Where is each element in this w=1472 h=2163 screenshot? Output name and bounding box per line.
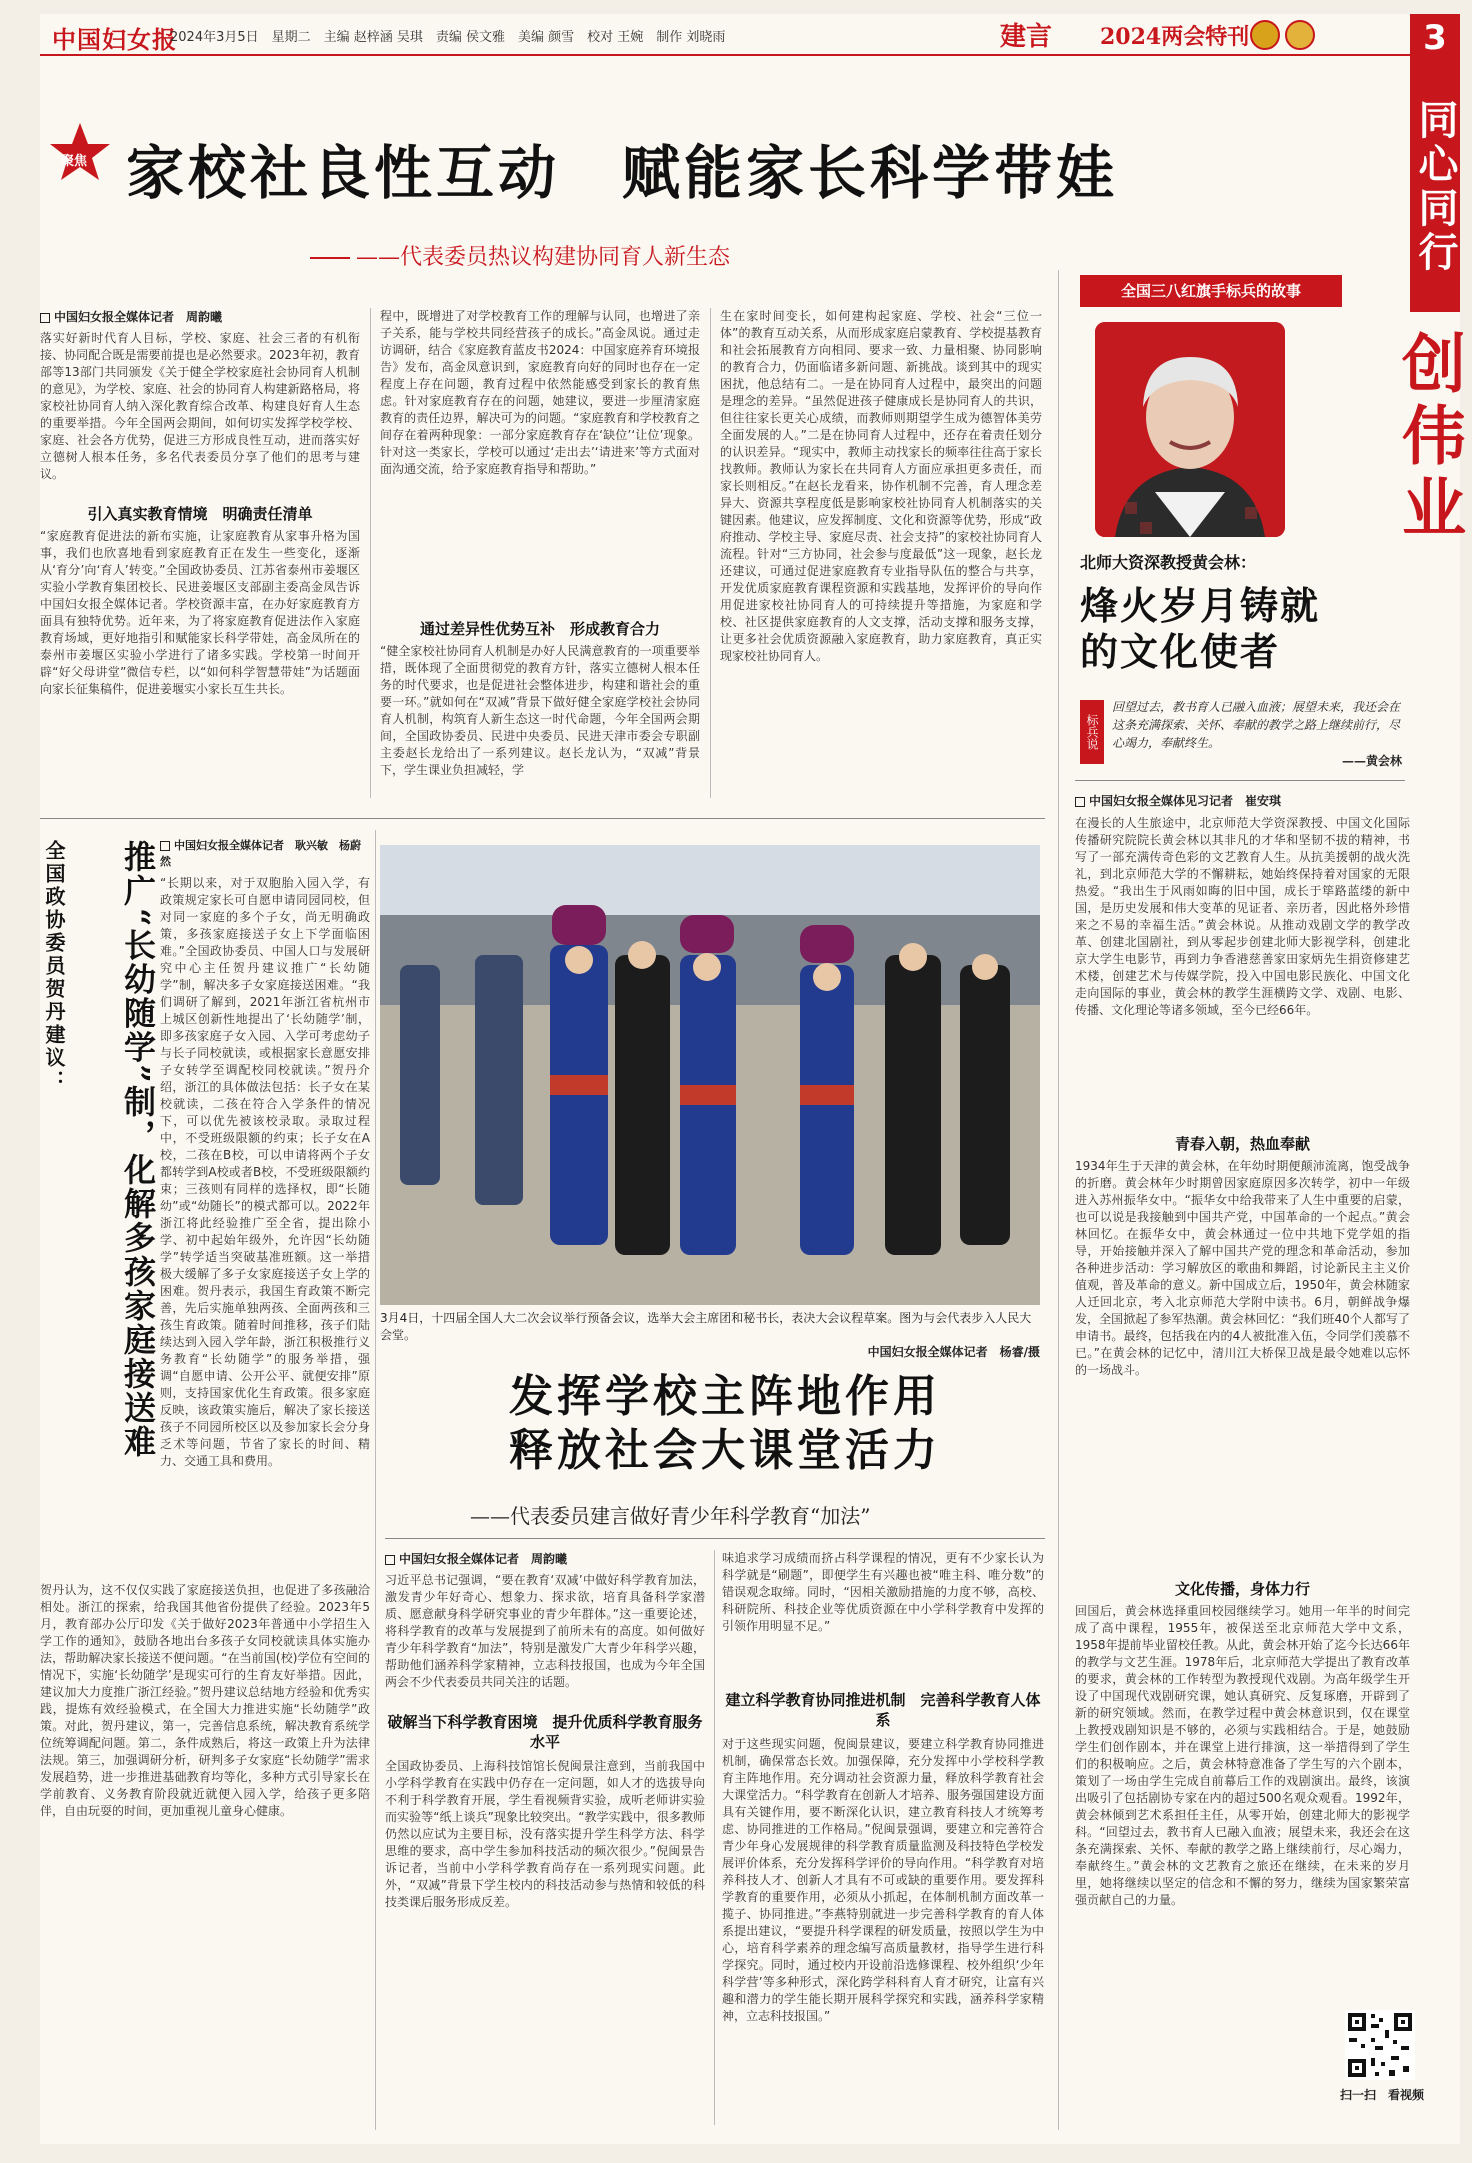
right-text2: 1934年生于天津的黄会林，在年幼时期便颠沛流离，饱受战争的折磨。黄会林年少时期曾因家庭原因多次转学，初中一年级进入苏州振华女中。“振华女中给我带来了人生中重要的启蒙，也可以说是我接触到中国共产党，中国革命的一个起点。”黄会林回忆。在振华女中，黄会林通过一位中共地下党学姐的指导，开始接触并深入了解中国共产党的理念和革命活动，参加各种进步活动：学习解放区的歌曲和舞蹈，讨论新民主主义价值观，普及革命的意义。新中国成立后，1950年，黄会林随家人迁回北京，考入北京师范大学附中读书。6月，朝鲜战争爆发，全国掀起了参军热潮。黄会林回忆：“我们班40个人都写了申请书。最终，包括我在内的4人被批准入伍，令同学们羡慕不已。”在黄会林的记忆中，清川江大桥保卫战是最令她难以忘怀的一场战斗。 (1075, 1159, 1410, 1377)
news-photo[interactable] (380, 845, 1040, 1305)
right-byline-text: 中国妇女报全媒体见习记者 崔安琪 (1089, 794, 1282, 808)
second-headline-line1: 发挥学校主阵地作用 (509, 1371, 941, 1422)
second-col1-text: 习近平总书记强调，“要在教育‘双减’中做好科学教育加法，激发青少年好奇心、想象力、探求欲，培育具备科学家潜质、愿意献身科学研究事业的青少年群体。”这一重要论述，将科学教育的改革与发展提到了前所未有的高度。如何做好青少年科学教育“加法”，特别是激发广大青少年科学兴趣，帮助他们涵养科学家精神，立志科技报国，也成为今年全国两会不少代表委员共同关注的话题。 (385, 1573, 705, 1689)
lead-subtitle (310, 240, 730, 271)
left-article-text1: “长期以来，对于双胞胎入园入学，有政策规定家长可自愿申请同园同校，但对同一家庭的多个子女，尚无明确政策，多孩家庭接送子女上下学面临困难。”全国政协委员、中国人口与发展研究中心主任贺丹建议推广“长幼随学”制，解决多子女家庭接送困难。“我们调研了解到，2021年浙江省杭州市上城区创新性地提出了‘长幼随学’制，即多孩家庭子女入园、入学可考虑幼子与长子同校就读，或根据家长意愿安排子女转学至调配校同校就读。”贺丹介绍，浙江的具体做法包括：长子女在某校就读，二孩在符合入学条件的情况下，可以优先被该校录取。录取过程中，不受班级限额的约束；长子女在A校，二孩在B校，可以申请将两个子女都转学到A校或者B校，不受班级限额约束；三孩则有同样的选择权，即“长随幼”或“幼随长”的模式都可以。2022年浙江将此经验推广至全省，提出除小学、初中起始年级外，允许因“长幼随学”转学适当突破基准班额。这一举措极大缓解了多子女家庭接送子女上学的困难。贺丹表示，我国生育政策不断完善，先后实施单独两孩、全面两孩和三孩生育政策。随着时间推移，孩子们陆续达到入园入学年龄，浙江积极推行义务教育“长幼随学”的服务举措，强调“自愿申请、公开公平、就便安排”原则，支持国家优化生育政策。很多家庭反映，该政策实施后，解决了家长接送孩子不同园所校区以及参加家长会分身乏术等问题，节省了家长的时间、精力、交通工具和费用。 (160, 876, 370, 1468)
column-title: 同心同行 (1410, 62, 1460, 312)
lead-subtitle-text: ——代表委员热议构建协同育人新生态 (356, 245, 731, 270)
lead-col2-text: 程中，既增进了对学校教育工作的理解与认同，也增进了亲子关系，能与学校共同经营孩子的成长。”高金凤说。通过走访调研，结合《家庭教育蓝皮书2024：中国家庭养育环境报告》发布，高金凤意识到，家庭教育向好的同时也存在一定程度上存在问题，教育过程中依然能感受到家长的教育焦虑。针对家庭教育存在的问题，她建议，要进一步厘清家庭教育的责任边界，解决可为的问题。“家庭教育和学校教育之间存在着两种现象：一部分家庭教育存在‘缺位’‘让位’现象。针对这一类家长，学校可以通过‘走出去’‘请进来’等方式面对面沟通交流，给予家庭教育指导和帮助。” (380, 309, 700, 476)
second-col1-text2: 全国政协委员、上海科技馆馆长倪闽景注意到，当前我国中小学科学教育在实践中仍存在一定问题，如人才的选拔导向不利于科学教育开展，学生看视频背实验，成听老师讲实验而实验等“纸上谈兵”现象比较突出。“教学实践中，很多教师仍然以应试为主要目标，没有落实提升学生科学方法、科学思维的要求，高中学生参加科技活动的频次很少。”倪闽景告诉记者，当前中小学科学教育尚存在一系列现实问题。此外，“双减”背景下学生校内的科技活动参与热情和较低的科技类课后服务形成反差。 (385, 1759, 705, 1909)
second-headline-line2: 释放社会大课堂活力 (509, 1425, 941, 1476)
lead-byline-text: 中国妇女报全媒体记者 周韵曦 (54, 310, 223, 324)
left-article-kicker: 全国政协委员贺丹建议： (42, 840, 66, 1093)
second-col2-text2: 对于这些现实问题，倪闽景建议，要建立科学教育协同推进机制，确保常态长效。加强保障，充分发挥中小学校科学教育主阵地作用。充分调动社会资源力量，释放科学教育社会大课堂活力。“科学教育在创新人才培养、服务强国建设方面具有关键作用，要不断深化认识，建立教育科技人才统筹考虑、协同推进的工作格局。”倪闽景强调，要建立和完善符合青少年身心发展规律的科学教育质量监测及科技特色学校发展评价体系，充分发挥科学评价的导向作用。“科学教育对培养科技人才、创新人才具有不可或缺的重要作用。要发挥科学教育的重要作用，必须从小抓起，在体制机制方面改革一揽子、协同推进。”李燕特别就进一步完善科学教育的育人体系提出建议，“要提升科学课程的研发质量，按照以学生为中心，培育科学素养的理念编写高质量教材，指导学生进行科学探究。同时，通过校内开设前沿选修课程、校外组织‘少年科学营’等多种形式，深化跨学科科育人育才研究，让富有兴趣和潜力的学生能长期开展科学探究和实践，涵养科学家精神，立志科技报国。” (722, 1737, 1044, 2023)
right-heading2: 文化传播，身体力行 (1174, 1580, 1310, 1598)
left-article-text2: 贺丹认为，这不仅仅实践了家庭接送负担，也促进了多孩融洽相处。浙江的探索，给我国其他省份提供了经验。2023年5月，教育部办公厅印发《关于做好2023年普通中小学招生入学工作的通知》，鼓励各地出台多孩子女同校就读具体实施办法，帮助解决家长接送不便问题。“在当前国(校)学位有空间的情况下，实施‘长幼随学’是现实可行的生育友好举措。因此，建议加大力度推广浙江经验。”贺丹建议总结地方经验和优秀实践，提炼有效经验模式，在全国大力推进实施“长幼随学”政策。对此，贺丹建议，第一，完善信息系统，解决教育系统学位统筹调配问题。第二，条件成熟后，将这一政策上升为法律法规。第三，加强调研分析，研判多子女家庭“长幼随学”需求发展趋势，进一步推进基础教育均等化，多种方式引导家长在学前教育、义务教育阶段就近就便入园入学，给孩子更多陪伴，自由玩耍的时间，更加重视儿童身心健康。 (40, 1583, 370, 1818)
lead-byline (40, 308, 222, 325)
pull-quote-author: ——黄会林 (1341, 754, 1402, 768)
page-number: 3 (1410, 14, 1460, 62)
page-header (40, 14, 1460, 56)
lead-col2-heading: 通过差异性优势互补 形成教育合力 (419, 620, 660, 638)
right-headline-line1: 烽火岁月铸就 (1080, 583, 1321, 628)
lead-col1-text: 落实好新时代育人目标，学校、家庭、社会三者的有机衔接、协同配合既是需要前提也是必然要求。2023年初，教育部等13部门共同颁发《关于健全学校家庭社会协同育人机制的意见》，为学校、家庭、社会的协同育人构建新路格局，将家校社协同育人纳入深化教育综合改革、构建良好育人生态的重要举措。今年全国两会期间，如何切实发挥学校学校、家庭、社会各方优势，促进三方形成良性互动，进而落实好立德树人根本任务，多名代表委员分享了他们的思考与建议。 (40, 331, 360, 481)
portrait-illustration (1095, 322, 1285, 537)
delegates-photo-illustration (380, 845, 1040, 1305)
newspaper-logo[interactable]: 中国妇女报 (52, 25, 177, 54)
photo-caption-text: 3月4日，十四届全国人大二次会议举行预备会议，选举大会主席团和秘书长，表决大会议程草案。图为与会代表步入人民大会堂。 (380, 1311, 1032, 1342)
second-col2-text: 味追求学习成绩而挤占科学课程的情况，更有不少家长认为科学就是“刷题”，即便学生有兴趣也被“唯主科、唯分数”的错误观念取缔。同时，“因相关激励措施的力度不够，高校、科研院所、科技企业等优质资源在中小学科学教育中发挥的引领作用明显不足。” (722, 1551, 1044, 1633)
qr-label: 扫一扫 看视频 (1340, 2088, 1425, 2102)
quote-tag: 标兵说 (1080, 700, 1104, 764)
lead-col3-text: 生在家时间变长，如何建构起家庭、学校、社会“三位一体”的教育互动关系，从而形成家庭启蒙教育、学校提基教育和社会拓展教育方向相同、要求一致、力量相聚、协同影响的教育合力，仍面临诸多新问题、新挑战。谈到其中的现实困扰，他总结有二。一是在协同育人过程中，最突出的问题是理念的差异。“虽然促进孩子健康成长是协同育人的共识，但往往家长更关心成绩，而教师则期望学生成为德智体美劳全面发展的人。”二是在协同育人过程中，还存在着责任划分的认识差异。“现实中，教师主动找家长的频率往往高于家长找教师。教师认为家长在共同育人方面应承担更多责任，而家长则相反。”在赵长龙看来，协作机制不完善，育人理念差异大、资源共享程度低是影响家校社协同育人机制落实的关键因素。他建议，应发挥制度、文化和资源等优势，形成“政府推动、学校主导、家庭尽责、社会支持”的家校社协同育人流程。针对“三方协同，社会参与度最低”这一现象，赵长龙还建议，可通过促进家庭教育专业指导队伍的整合与共享，开发优质家庭教育课程资源和实践基地，发挥评价的导向作用促进家校社协同育人的可持续提升等措施，为家庭和学校、社区提供家庭教育的人文支撑，活动支撑和服务支撑，让更多社会优质资源融入家庭教育，助力家庭教育，真正实现家校社协同育人。 (720, 309, 1042, 663)
second-byline-text: 中国妇女报全媒体记者 周韵曦 (399, 1552, 568, 1566)
pull-quote-text: 回望过去，教书育人已融入血液；展望未来，我还会在这条充满探索、关怀、奉献的教学之路上继续前行，尽心竭力，奉献终生。 (1112, 700, 1401, 750)
left-article-headline[interactable]: 推广“长幼随学”制，化解多孩家庭接送难 (119, 840, 157, 1459)
second-col1-heading: 破解当下科学教育困境 提升优质科学教育服务水平 (387, 1713, 703, 1751)
special-edition-label: 2024两会特刊 (1100, 24, 1250, 50)
left-article-byline-text: 中国妇女报全媒体记者 耿兴敏 杨蔚然 (160, 839, 361, 868)
right-text3: 回国后，黄会林选择重回校园继续学习。她用一年半的时间完成了高中课程，1955年，被保送至北京师范大学中文系，1958年提前毕业留校任教。从此，黄会林开始了迄今长达66年的教学与文艺生涯。1978年后，北京师范大学提出了教育改革的要求，黄会林的工作转型为教授现代戏剧。为高年级学生开设了中国现代戏剧研究课，她认真研究、反复琢磨，开辟到了新的研究领域。然而，在教学过程中黄会林意识到，仅在课堂上教授戏剧知识是不够的，必须与实践相结合。于是，她鼓励学生们创作剧本，并在课堂上进行排演，这一举措得到了学生们的积极响应。之后，黄会林特意准备了学生写的六个剧本，策划了一场由学生完成自前幕后工作的戏剧演出。最终，该演出吸引了包括剧协专家在内的超过500名观众观看。1992年，黄会林倾到艺术系担任主任，从零开始，创建北师大的影视学科。“回望过去，教书育人已融入血液；展望未来，我还会在这条充满探索、关怀、奉献的教学之路上继续前行，尽心竭力，奉献终生。”黄会林的文艺教育之旅还在继续，在未来的岁月里，她将继续以坚定的信念和不懈的努力，继续为国家繁荣富强贡献自己的力量。 (1075, 1604, 1410, 1907)
photo-credit: 中国妇女报全媒体记者 杨睿/摄 (867, 1345, 1040, 1359)
second-byline (385, 1550, 567, 1567)
section-name: 建言 (1000, 22, 1053, 52)
second-subtitle: ——代表委员建言做好青少年科学教育“加法” (470, 1504, 871, 1528)
national-emblem-icon (1250, 20, 1280, 50)
right-tag: 全国三八红旗手标兵的故事 (1080, 275, 1342, 307)
qr-code-icon[interactable] (1345, 2010, 1415, 2080)
lead-col1-text2: “家庭教育促进法的新布实施，让家庭教育从家事升格为国事，我们也欣喜地看到家庭教育正在发生一些变化，逐渐从‘育分’向‘育人’转变。”全国政协委员、江苏省泰州市姜堰区实验小学教育集团校长、民进姜堰区支部副主委高金凤告诉中国妇女报全媒体记者。学校资源丰富，在办好家庭教育方面具有独特优势。近年来，为了将家庭教育促进法作入家庭教育场域，更好地指引和赋能家长科学带娃，高金凤所在的泰州市姜堰区实验小学进行了诸多实践。学校第一时间开辟“好父母讲堂”微信专栏，以“如何科学智慧带娃”为话题面向家长征集稿件，促进姜堰实小家长互生共长。 (40, 529, 360, 696)
lead-col1-heading: 引入真实教育情境 明确责任清单 (87, 505, 313, 523)
second-headline[interactable] (445, 1370, 1005, 1478)
right-byline (1075, 792, 1281, 809)
right-subtitle: 北师大资深教授黄会林： (1080, 553, 1257, 572)
second-col2-heading: 建立科学教育协同推进机制 完善科学教育人体系 (725, 1691, 1041, 1729)
photo-caption (380, 1310, 1040, 1361)
portrait-photo[interactable] (1095, 322, 1285, 537)
lead-headline[interactable]: 家校社良性互动 赋能家长科学带娃 (126, 139, 1119, 207)
pull-quote (1112, 698, 1402, 770)
cppcc-emblem-icon (1285, 20, 1315, 50)
right-headline[interactable] (1080, 583, 1320, 675)
issue-info: 2024年3月5日 星期二 主编 赵梓涵 吴琪 责编 侯文雅 美编 颜雪 校对 王婉 制作 刘晓雨 (170, 30, 726, 45)
lead-col2-text2: “健全家校社协同育人机制是办好人民满意教育的一项重要举措，既体现了全面贯彻党的教育方针，落实立德树人根本任务的时代要求，也是促进社会整体进步，构建和谐社会的重要一环。”就如何在“双减”背景下做好健全家庭学校社会协同育人机制，构筑育人新生态这一时代命题，今年全国两会期间，全国政协委员、民进中央委员、民进天津市委会专职副主委赵长龙给出了一系列建议。赵长龙认为，“双减”背景下，学生课业负担减轻，学 (380, 644, 700, 777)
vertical-calligraphy-title: 创伟业 (1391, 330, 1466, 546)
left-article-byline (160, 838, 370, 870)
right-headline-line2: 的文化使者 (1080, 629, 1281, 674)
focus-tag: 聚焦 (61, 154, 88, 169)
right-text1: 在漫长的人生旅途中，北京师范大学资深教授、中国文化国际传播研究院院长黄会林以其非凡的才华和坚韧不拔的精神，书写了一部充满传奇色彩的文艺教育人生。从抗美援朝的战火洗礼，到北京师范大学的不懈耕耘，她始终保持着对国家的无限热爱。“我出生于风雨如晦的旧中国，成长于筚路蓝缕的新中国，是历史发展和伟大变革的见证者、亲历者，因此格外珍惜来之不易的幸福生活。”黄会林说。从推动戏剧文学的教学改革、创建北国剧社，到从零起步创建北师大影视学科，创建北京大学生电影节，再到力争香港慈善家田家炳先生捐资修建艺术楼，创建艺术与传媒学院，投入中国电影民族化、中国文化走向国际的事业，黄会林的教学生涯横跨文学、戏剧、电影、传播、文化理论等诸多领域，至今已经66年。 (1075, 816, 1410, 1017)
right-heading1: 青春入朝，热血奉献 (1174, 1135, 1310, 1153)
